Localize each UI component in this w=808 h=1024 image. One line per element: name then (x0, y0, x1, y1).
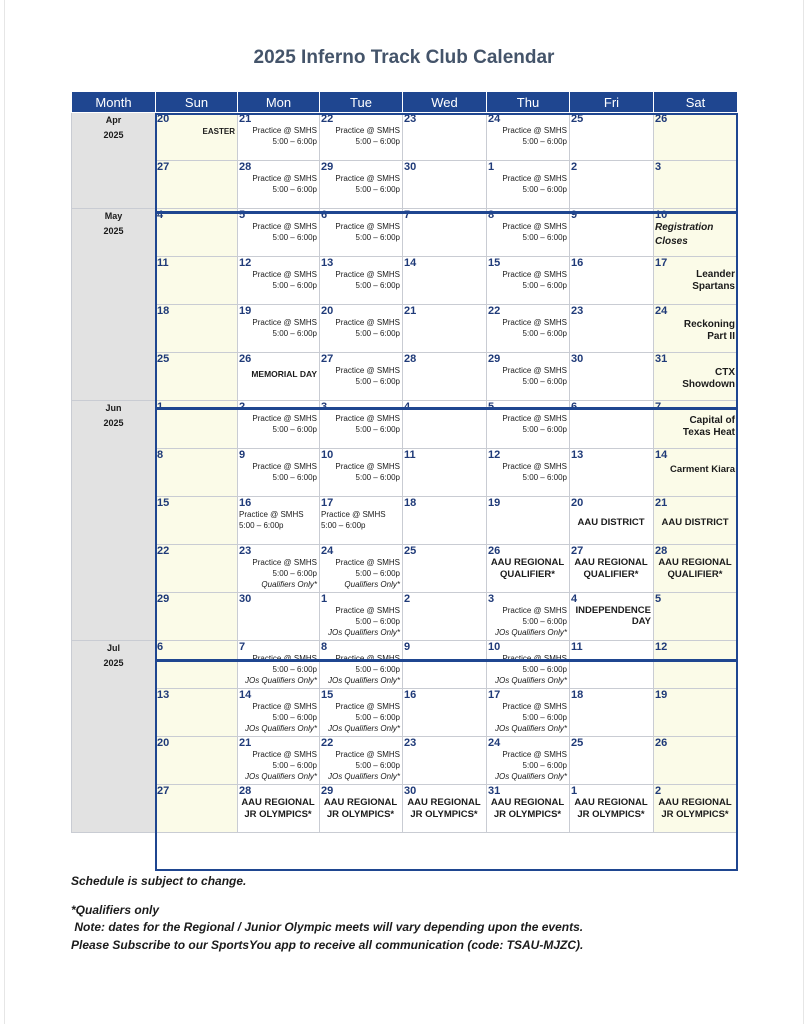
day-cell: 2 Practice @ SMHS 5:00 – 6:00p (238, 401, 320, 449)
day-cell: 21 (403, 305, 487, 353)
day-cell: 10 Practice @ SMHS 5:00 – 6:00p JOs Qualifiers Only* (487, 641, 570, 689)
month-label-jun: Jun 2025 (72, 401, 156, 641)
day-cell: 3 Practice @ SMHS 5:00 – 6:00p (320, 401, 403, 449)
day-cell: 9 (570, 209, 654, 257)
day-cell: 10 Registration Closes (654, 209, 738, 257)
day-cell: 21 AAU DISTRICT (654, 497, 738, 545)
day-cell: 17 Practice @ SMHS 5:00 – 6:00p JOs Qualifiers Only* (487, 689, 570, 737)
day-cell: 22 Practice @ SMHS 5:00 – 6:00p (487, 305, 570, 353)
week-row (72, 113, 738, 161)
day-cell: 9 Practice @ SMHS 5:00 – 6:00p (238, 449, 320, 497)
week-row (72, 545, 738, 593)
day-cell: 24 Reckoning Part II (654, 305, 738, 353)
day-cell: 24 Practice @ SMHS 5:00 – 6:00p (487, 113, 570, 161)
day-cell: 20 EASTER (156, 113, 238, 161)
day-cell: 8 (156, 449, 238, 497)
week-row (72, 641, 738, 689)
week-row (72, 497, 738, 545)
week-row (72, 689, 738, 737)
day-cell: 31 AAU REGIONAL JR OLYMPICS* (487, 785, 570, 833)
footer-note-app: Please Subscribe to our SportsYou app to receive all communication (code: TSAU-MJZC). (71, 938, 584, 952)
week-row (72, 785, 738, 833)
month-label-apr: Apr 2025 (72, 113, 156, 209)
day-cell: 28 AAU REGIONAL QUALIFIER* (654, 545, 738, 593)
day-cell: 19 (487, 497, 570, 545)
day-cell: 5 (654, 593, 738, 641)
header-sun: Sun (156, 92, 238, 113)
day-cell: 14 (403, 257, 487, 305)
day-cell: 28 AAU REGIONAL JR OLYMPICS* (238, 785, 320, 833)
calendar-table (71, 91, 738, 833)
day-cell: 15 (156, 497, 238, 545)
day-cell: 4 (403, 401, 487, 449)
day-cell: 11 (570, 641, 654, 689)
footer-note-change: Schedule is subject to change. (71, 874, 247, 888)
day-cell: 19 Practice @ SMHS 5:00 – 6:00p (238, 305, 320, 353)
day-cell: 1 Practice @ SMHS 5:00 – 6:00p JOs Qualifiers Only* (320, 593, 403, 641)
day-cell: 4 (156, 209, 238, 257)
week-row (72, 401, 738, 449)
day-cell: 5 Practice @ SMHS 5:00 – 6:00p (487, 401, 570, 449)
footer-note-qualifiers: *Qualifiers only (71, 903, 160, 917)
day-cell: 22 Practice @ SMHS 5:00 – 6:00p JOs Qualifiers Only* (320, 737, 403, 785)
day-cell: 2 (570, 161, 654, 209)
day-cell: 29 (156, 593, 238, 641)
day-cell: 16 (403, 689, 487, 737)
day-cell: 26 MEMORIAL DAY (238, 353, 320, 401)
day-cell: 26 AAU REGIONAL QUALIFIER* (487, 545, 570, 593)
header-month: Month (72, 92, 156, 113)
header-tue: Tue (320, 92, 403, 113)
header-thu: Thu (487, 92, 570, 113)
day-cell: 26 (654, 737, 738, 785)
day-cell: 23 Practice @ SMHS 5:00 – 6:00p Qualifiers Only* (238, 545, 320, 593)
day-cell: 5 Practice @ SMHS 5:00 – 6:00p (238, 209, 320, 257)
day-cell: 6 (156, 641, 238, 689)
day-cell: 22 (156, 545, 238, 593)
week-row (72, 449, 738, 497)
day-cell: 16 (570, 257, 654, 305)
day-cell: 19 (654, 689, 738, 737)
day-cell: 12 (654, 641, 738, 689)
day-cell: 3 (654, 161, 738, 209)
day-cell: 25 (570, 113, 654, 161)
day-cell: 27 (156, 785, 238, 833)
day-cell: 12 Practice @ SMHS 5:00 – 6:00p (238, 257, 320, 305)
header-row (72, 92, 738, 113)
day-cell: 27 AAU REGIONAL QUALIFIER* (570, 545, 654, 593)
day-cell: 1 (156, 401, 238, 449)
day-cell: 9 (403, 641, 487, 689)
day-cell: 13 (156, 689, 238, 737)
day-cell: 29 Practice @ SMHS 5:00 – 6:00p (487, 353, 570, 401)
day-cell: 25 (570, 737, 654, 785)
day-cell: 17 Leander Spartans (654, 257, 738, 305)
day-cell: 7 Practice @ SMHS 5:00 – 6:00p JOs Qualifiers Only* (238, 641, 320, 689)
day-cell: 26 (654, 113, 738, 161)
day-cell: 25 (403, 545, 487, 593)
day-cell: 16 Practice @ SMHS 5:00 – 6:00p (238, 497, 320, 545)
day-cell: 15 Practice @ SMHS 5:00 – 6:00p JOs Qualifiers Only* (320, 689, 403, 737)
day-cell: 29 Practice @ SMHS 5:00 – 6:00p (320, 161, 403, 209)
day-cell: 27 (156, 161, 238, 209)
day-cell: 25 (156, 353, 238, 401)
day-cell: 18 (570, 689, 654, 737)
day-cell: 30 AAU REGIONAL JR OLYMPICS* (403, 785, 487, 833)
footer-note-dates: Note: dates for the Regional / Junior Olympic meets will vary depending upon the events. (71, 920, 584, 934)
day-cell: 13 Practice @ SMHS 5:00 – 6:00p (320, 257, 403, 305)
day-cell: 7 (403, 209, 487, 257)
day-cell: 30 (570, 353, 654, 401)
header-sat: Sat (654, 92, 738, 113)
day-cell: 21 Practice @ SMHS 5:00 – 6:00p (238, 113, 320, 161)
day-cell: 14 Practice @ SMHS 5:00 – 6:00p JOs Qualifiers Only* (238, 689, 320, 737)
day-cell: 22 Practice @ SMHS 5:00 – 6:00p (320, 113, 403, 161)
day-cell: 2 (403, 593, 487, 641)
header-mon: Mon (238, 92, 320, 113)
week-row (72, 305, 738, 353)
day-cell: 28 Practice @ SMHS 5:00 – 6:00p (238, 161, 320, 209)
week-row (72, 257, 738, 305)
day-cell: 1 Practice @ SMHS 5:00 – 6:00p (487, 161, 570, 209)
day-cell: 20 (156, 737, 238, 785)
day-cell: 6 (570, 401, 654, 449)
day-cell: 18 (156, 305, 238, 353)
day-cell: 1 AAU REGIONAL JR OLYMPICS* (570, 785, 654, 833)
day-cell: 2 AAU REGIONAL JR OLYMPICS* (654, 785, 738, 833)
day-cell: 28 (403, 353, 487, 401)
day-cell: 31 CTX Showdown (654, 353, 738, 401)
month-label-jul: Jul 2025 (72, 641, 156, 833)
header-fri: Fri (570, 92, 654, 113)
day-cell: 18 (403, 497, 487, 545)
day-cell: 24 Practice @ SMHS 5:00 – 6:00p JOs Qualifiers Only* (487, 737, 570, 785)
day-cell: 21 Practice @ SMHS 5:00 – 6:00p JOs Qualifiers Only* (238, 737, 320, 785)
day-cell: 29 AAU REGIONAL JR OLYMPICS* (320, 785, 403, 833)
day-cell: 30 (403, 161, 487, 209)
week-row (72, 737, 738, 785)
day-cell: 17 Practice @ SMHS 5:00 – 6:00p (320, 497, 403, 545)
day-cell: 15 Practice @ SMHS 5:00 – 6:00p (487, 257, 570, 305)
day-cell: 10 Practice @ SMHS 5:00 – 6:00p (320, 449, 403, 497)
day-cell: 20 Practice @ SMHS 5:00 – 6:00p (320, 305, 403, 353)
day-cell: 13 (570, 449, 654, 497)
day-cell: 4 INDEPENDENCE DAY (570, 593, 654, 641)
day-cell: 11 (403, 449, 487, 497)
day-cell: 6 Practice @ SMHS 5:00 – 6:00p (320, 209, 403, 257)
week-row (72, 161, 738, 209)
day-cell: 27 Practice @ SMHS 5:00 – 6:00p (320, 353, 403, 401)
header-wed: Wed (403, 92, 487, 113)
day-cell: 24 Practice @ SMHS 5:00 – 6:00p Qualifiers Only* (320, 545, 403, 593)
week-row (72, 353, 738, 401)
day-cell: 20 AAU DISTRICT (570, 497, 654, 545)
day-cell: 12 Practice @ SMHS 5:00 – 6:00p (487, 449, 570, 497)
page-title: 2025 Inferno Track Club Calendar (253, 47, 555, 68)
week-row (72, 209, 738, 257)
day-cell: 8 Practice @ SMHS 5:00 – 6:00p (487, 209, 570, 257)
day-cell: 3 Practice @ SMHS 5:00 – 6:00p JOs Qualifiers Only* (487, 593, 570, 641)
day-cell: 11 (156, 257, 238, 305)
day-cell: 14 Carment Kiara (654, 449, 738, 497)
week-row (72, 593, 738, 641)
day-cell: 23 (403, 737, 487, 785)
day-cell: 8 Practice @ SMHS 5:00 – 6:00p JOs Qualifiers Only* (320, 641, 403, 689)
day-cell: 7 Capital of Texas Heat (654, 401, 738, 449)
day-cell: 23 (403, 113, 487, 161)
day-cell: 30 (238, 593, 320, 641)
month-label-may: May 2025 (72, 209, 156, 401)
day-cell: 23 (570, 305, 654, 353)
